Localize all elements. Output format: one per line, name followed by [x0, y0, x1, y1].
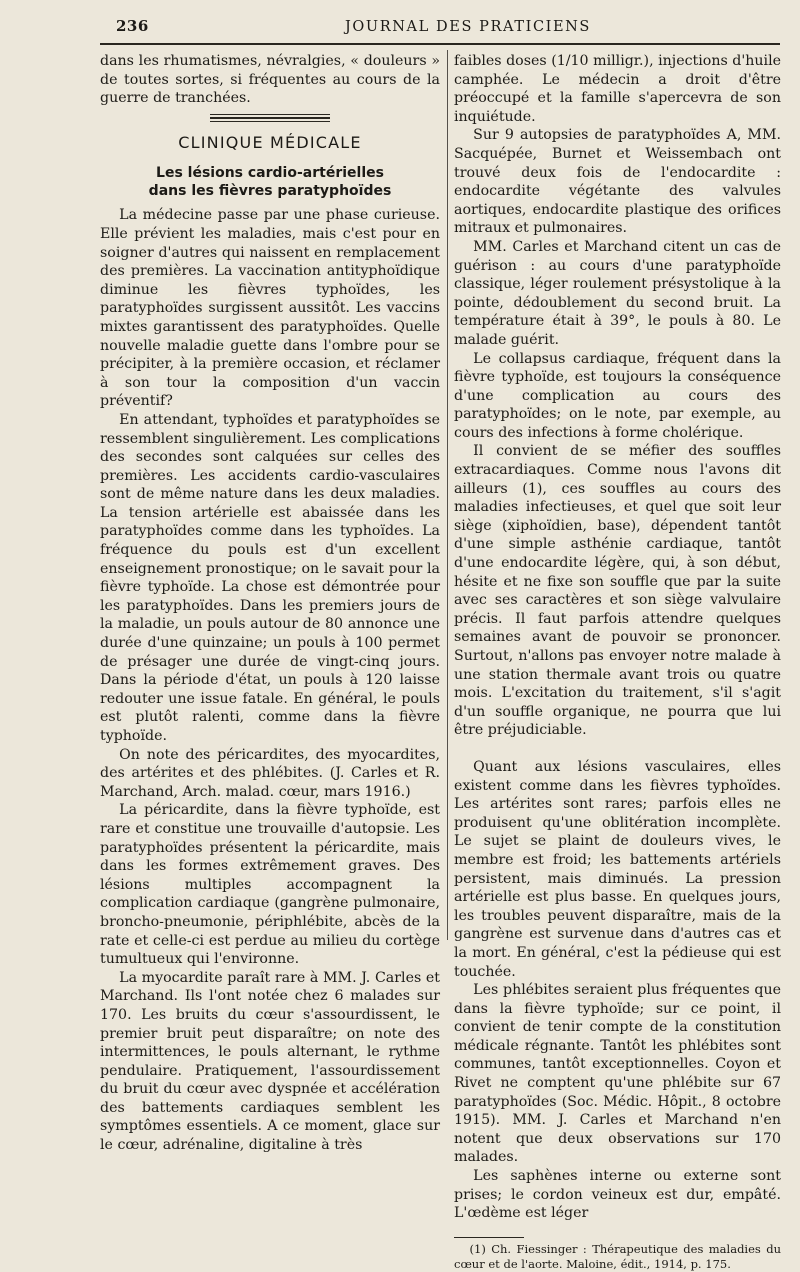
article-title: [100, 164, 440, 200]
article-title-line: Les lésions cardio-artérielles: [156, 165, 384, 182]
page-number: 236: [116, 17, 149, 35]
column-divider: [447, 50, 448, 940]
body-paragraph: Sur 9 autopsies de paratyphoïdes A, MM. Sacquépée, Burnet et Weissembach ont trouvé deux fois de l'endocardite : endocardite végétante des valvules aortiques, endocardite plastique des orifices mitraux et pulmonaires.: [454, 127, 781, 237]
body-paragraph: Les phlébites seraient plus fréquentes que dans la fièvre typhoïde; sur ce point, il convient de tenir compte de la constitution médicale régnante. Tantôt les phlébites sont communes, tantôt exceptionnelles. Coyon et Rivet ne comptent qu'une phlébite sur 67 paratyphoïdes (Soc. Médic. Hôpit., 8 octobre 1915). MM. J. Carles et Marchand n'en notent que deux observations sur 170 malades.: [454, 982, 781, 1166]
body-paragraph: Les saphènes interne ou externe sont prises; le cordon veineux est dur, empâté. L'œdème est léger: [454, 1168, 781, 1222]
right-column: [454, 52, 781, 1272]
footnote-rule: [454, 1237, 524, 1238]
intro-paragraph: dans les rhumatismes, névralgies, « douleurs » de toutes sortes, si fréquentes au cours de la guerre de tranchées.: [100, 53, 440, 107]
article-title-line: dans les fièvres paratyphoïdes: [148, 183, 392, 200]
left-column: [100, 52, 440, 1155]
body-paragraph: Il convient de se méfier des souffles extracardiaques. Comme nous l'avons dit ailleurs (1), ces souffles au cours des maladies infectieuses, et quel que soit leur siège (xiphoïdien, base), dépendent tantôt d'une simple asthénie cardiaque, tantôt d'une endocardite légère, qui, à son début, hésite et ne fixe son souffle que par la suite avec ses caractères et son siège valvulaire précis. Il faut parfois attendre quelques semaines avant de pouvoir se prononcer. Surtout, n'allons pas envoyer notre malade à une station thermale avant trois ou quatre mois. L'excitation du traitement, s'il s'agit d'un souffle organique, ne pourra que lui être préjudiciable.: [454, 443, 781, 739]
section-separator: [210, 114, 330, 122]
body-paragraph: Le collapsus cardiaque, fréquent dans la fièvre typhoïde, est toujours la conséquence d'une complication au cours des paratyphoïdes; on le note, par exemple, au cours des infections à forme cholérique.: [454, 350, 781, 441]
body-paragraph: La péricardite, dans la fièvre typhoïde, est rare et constitue une trouvaille d'autopsie. Les paratyphoïdes présentent la péricardite, mais dans les formes extrêmement graves. Des lésions multiples accompagnent la complication cardiaque (gangrène pulmonaire, broncho-pneumonie, périphlébite, abcès de la rate et celle-ci est perdue au milieu du cortège tumultueux qui l'environne.: [100, 802, 440, 968]
body-paragraph: MM. Carles et Marchand citent un cas de guérison : au cours d'une paratyphoïde classique, léger roulement présystolique à la pointe, dédoublement du second bruit. La température était à 39°, le pouls à 80. Le malade guérit.: [454, 238, 781, 348]
body-paragraph: En attendant, typhoïdes et paratyphoïdes se ressemblent singulièrement. Les complications des secondes sont calquées sur celles des premières. Les accidents cardio-vasculaires sont de même nature dans les deux maladies. La tension artérielle est abaissée dans les paratyphoïdes comme dans les typhoïdes. La fréquence du pouls est d'un excellent enseignement pronostique; on le savait pour la fièvre typhoïde. La chose est démontrée pour les paratyphoïdes. Dans les premiers jours de la maladie, un pouls autour de 80 annonce une durée d'une quinzaine; un pouls à 100 permet de présager une durée de vingt-cinq jours. Dans la période d'état, un pouls à 120 laisse redouter une issue fatale. En général, le pouls est plutôt ralenti, comme dans la fièvre typhoïde.: [100, 411, 440, 744]
body-paragraph: La médecine passe par une phase curieuse. Elle prévient les maladies, mais c'est pour en soigner d'autres qui naissent en remplacement des premières. La vaccination antityphoïdique diminue les fièvres typhoïdes, les paratyphoïdes surgissent aussitôt. Les vaccins mixtes garantissent des paratyphoïdes. Quelle nouvelle maladie guette dans l'ombre pour se précipiter, à la première occasion, et réclamer à son tour la composition d'un vaccin préventif?: [100, 207, 440, 410]
footnote: (1) Ch. Fiessinger : Thérapeutique des maladies du cœur et de l'aorte. Maloine, édit., 1914, p. 175.: [454, 1241, 781, 1271]
body-paragraph: On note des péricardites, des myocardites, des artérites et des phlébites. (J. Carles et R. Marchand, Arch. malad. cœur, mars 1916.): [100, 746, 440, 800]
section-title: CLINIQUE MÉDICALE: [178, 132, 362, 152]
body-paragraph: faibles doses (1/10 milligr.), injections d'huile camphée. Le médecin a droit d'être préoccupé et la famille s'apercevra de son inquiétude.: [454, 53, 781, 125]
header-rule: [100, 43, 780, 45]
body-paragraph: La myocardite paraît rare à MM. J. Carles et Marchand. Ils l'ont notée chez 6 malades sur 170. Les bruits du cœur s'assourdissent, le premier bruit peut disparaître; on note des intermittences, le pouls alternant, le rythme pendulaire. Pratiquement, l'assourdissement du bruit du cœur avec dyspnée et accélération des battements cardiaques semblent les symptômes essentiels. A ce moment, glace sur le cœur, adrénaline, digitaline à très: [100, 969, 440, 1154]
running-title: JOURNAL DES PRATICIENS: [345, 19, 591, 35]
body-paragraph: Quant aux lésions vasculaires, elles existent comme dans les fièvres typhoïdes. Les artérites sont rares; parfois elles ne produisent qu'une oblitération incomplète. Le sujet se plaint de douleurs vives, le membre est froid; les battements artériels persistent, mais diminués. La pression artérielle est plus basse. En quelques jours, les troubles peuvent disparaître, mais de la gangrène est survenue dans d'autres cas et la mort. En général, c'est la pédieuse qui est touchée.: [454, 758, 781, 980]
